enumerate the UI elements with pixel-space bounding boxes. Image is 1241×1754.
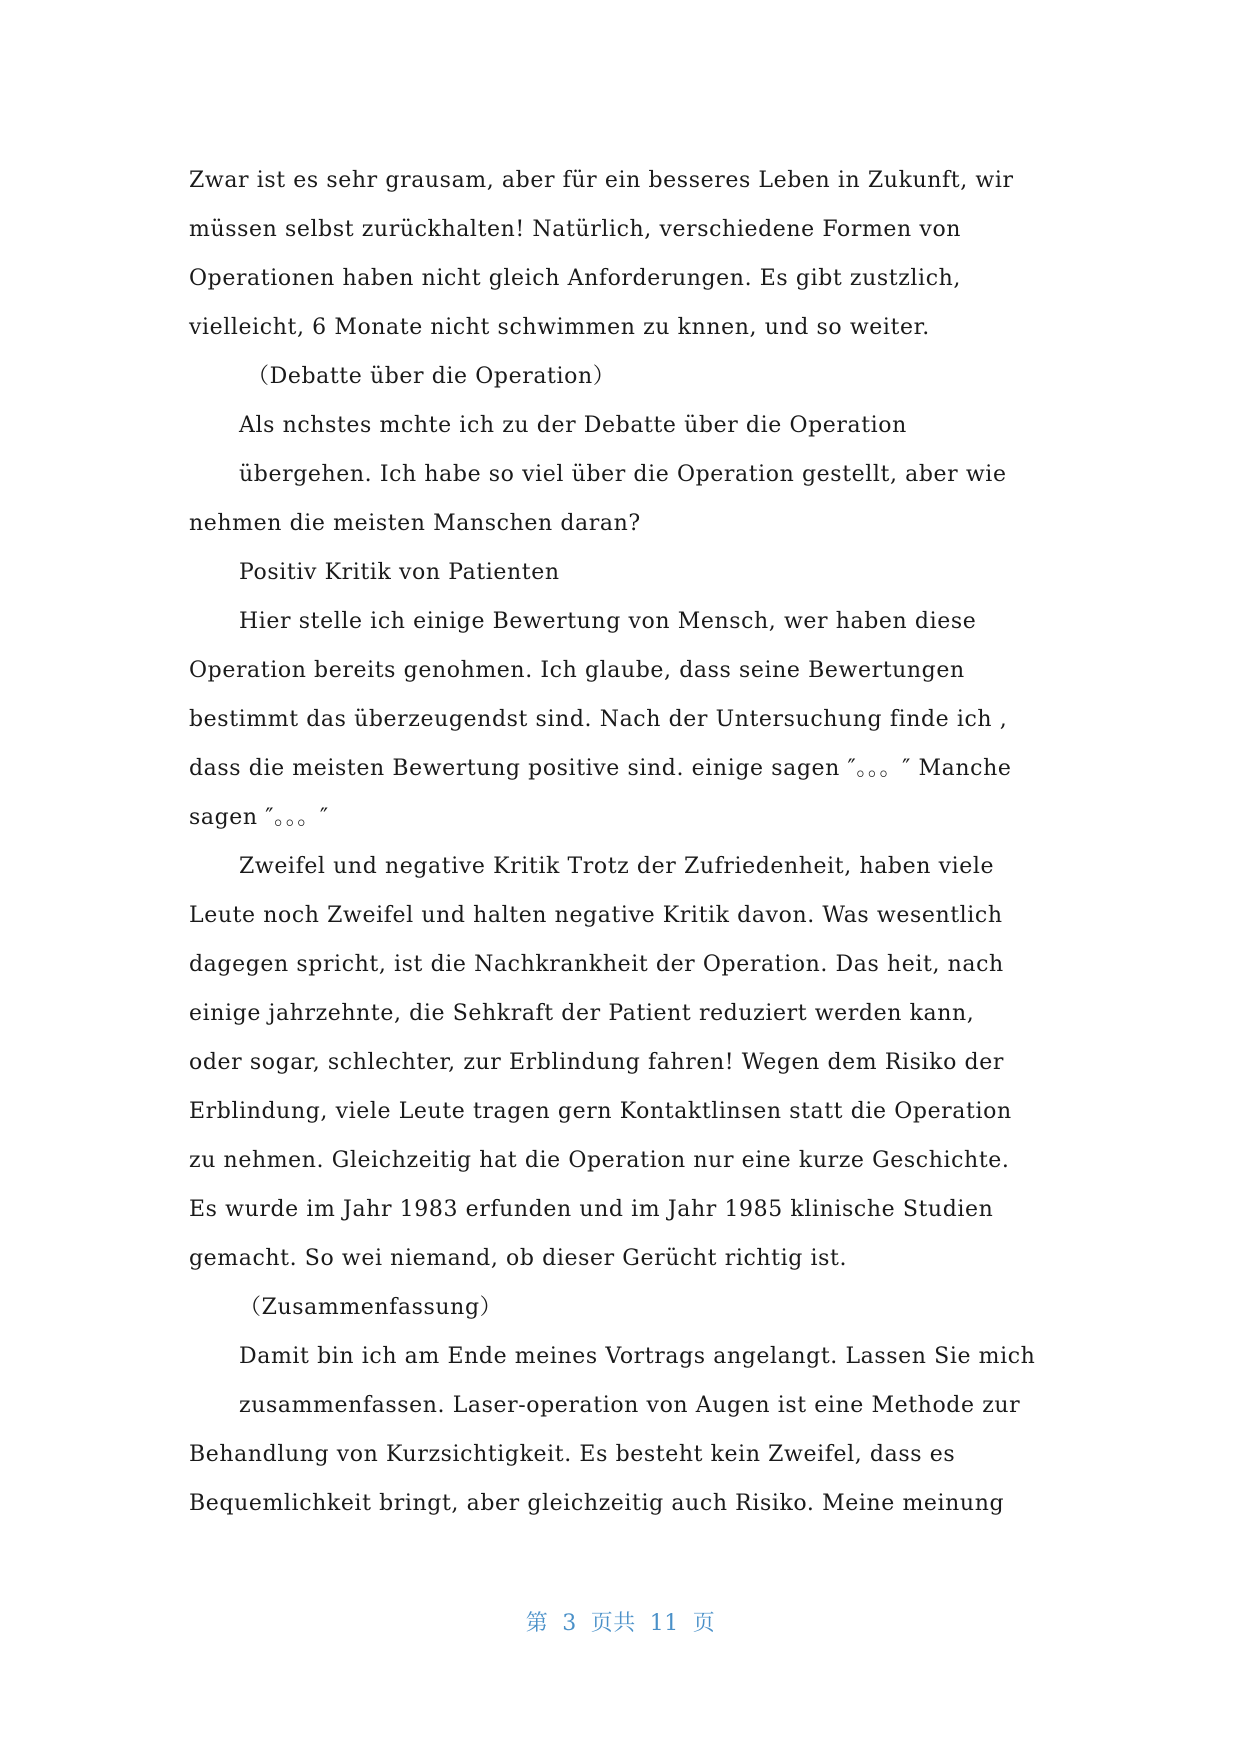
section-heading-positiv-kritik: Positiv Kritik von Patienten	[239, 560, 560, 585]
text-line: Erblindung, viele Leute tragen gern Kontaktlinsen statt die Operation	[189, 1099, 1012, 1124]
text-line: Operationen haben nicht gleich Anforderungen. Es gibt zustzlich,	[189, 266, 961, 291]
text-line: Damit bin ich am Ende meines Vortrags angelangt. Lassen Sie mich	[239, 1344, 1036, 1369]
text-line: dass die meisten Bewertung positive sind. einige sagen ″。。。″ Manche	[189, 756, 1012, 781]
text-line: Zwar ist es sehr grausam, aber für ein besseres Leben in Zukunft, wir	[189, 168, 1014, 193]
text-line: dagegen spricht, ist die Nachkrankheit der Operation. Das heit, nach	[189, 952, 1004, 977]
text-line: zusammenfassen. Laser-operation von Augen ist eine Methode zur	[239, 1393, 1021, 1418]
text-line: Operation bereits genohmen. Ich glaube, dass seine Bewertungen	[189, 658, 965, 683]
footer-middle: 页共	[590, 1611, 636, 1636]
page-footer	[0, 1606, 1241, 1637]
text-line: Leute noch Zweifel und halten negative Kritik davon. Was wesentlich	[189, 903, 1003, 928]
text-line: Zweifel und negative Kritik Trotz der Zufriedenheit, haben viele	[239, 854, 995, 879]
footer-prefix: 第	[525, 1611, 549, 1636]
text-line: Hier stelle ich einige Bewertung von Mensch, wer haben diese	[239, 609, 977, 634]
text-line: oder sogar, schlechter, zur Erblindung fahren! Wegen dem Risiko der	[189, 1050, 1004, 1075]
footer-suffix: 页	[692, 1611, 716, 1636]
text-line: zu nehmen. Gleichzeitig hat die Operation nur eine kurze Geschichte.	[189, 1148, 1010, 1173]
section-heading-zusammenfassung: （Zusammenfassung）	[239, 1295, 503, 1320]
document-body	[189, 156, 1069, 1528]
text-line: einige jahrzehnte, die Sehkraft der Patient reduziert werden kann,	[189, 1001, 975, 1026]
text-line: vielleicht, 6 Monate nicht schwimmen zu knnen, und so weiter.	[189, 315, 930, 340]
text-line: nehmen die meisten Manschen daran?	[189, 511, 641, 536]
text-line: bestimmt das überzeugendst sind. Nach der Untersuchung finde ich ,	[189, 707, 1008, 732]
text-line: sagen ″。。。″	[189, 805, 329, 830]
footer-current-page: 3	[562, 1611, 577, 1636]
text-line: Behandlung von Kurzsichtigkeit. Es besteht kein Zweifel, dass es	[189, 1442, 956, 1467]
text-line: gemacht. So wei niemand, ob dieser Gerücht richtig ist.	[189, 1246, 848, 1271]
text-line: übergehen. Ich habe so viel über die Operation gestellt, aber wie	[239, 462, 1007, 487]
text-line: Bequemlichkeit bringt, aber gleichzeitig auch Risiko. Meine meinung	[189, 1491, 1005, 1516]
section-heading-debatte: （Debatte über die Operation）	[247, 364, 616, 389]
text-line: Als nchstes mchte ich zu der Debatte über die Operation	[239, 413, 907, 438]
text-line: Es wurde im Jahr 1983 erfunden und im Jahr 1985 klinische Studien	[189, 1197, 994, 1222]
text-line: müssen selbst zurückhalten! Natürlich, verschiedene Formen von	[189, 217, 962, 242]
footer-total-pages: 11	[649, 1611, 679, 1636]
